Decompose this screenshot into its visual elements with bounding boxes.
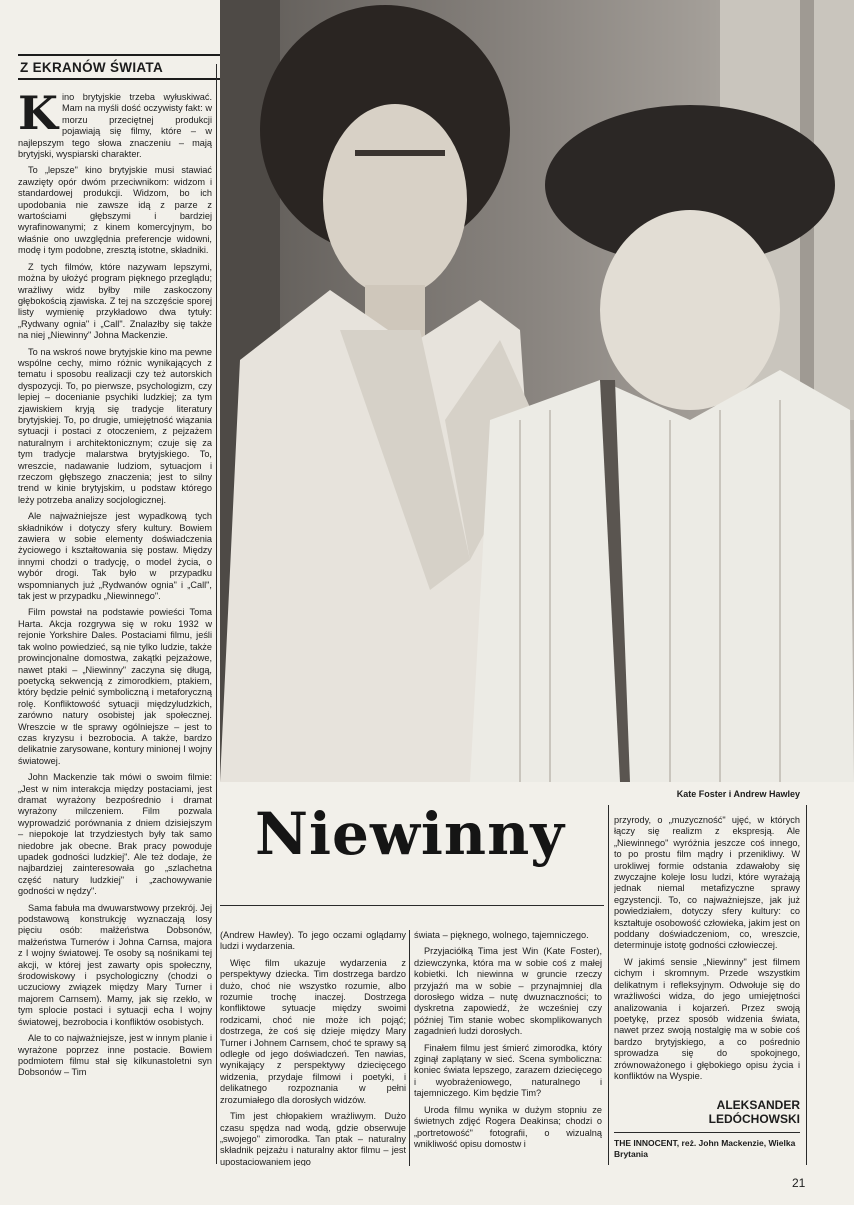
article-paragraph: (Andrew Hawley). To jego oczami oglądamy ludzi i wydarzenia. [220,930,406,952]
article-paragraph: świata – pięknego, wolnego, tajemniczego. [414,930,589,940]
article-column-1 [18,92,212,1164]
article-paragraph: Tim jest chłopakiem wrażliwym. Dużo czasu spędza nad wodą, gdzie obserwuje „swojego" zimorodka. Tan ptak – naturalny składnik pejzażu i naturalny aktor filmu – jest upostaciowaniem jego [220,1111,406,1166]
credits-rule [614,1132,800,1133]
article-column-4 [614,815,800,1085]
article-paragraph: Ale najważniejsze jest wypadkową tych składników i dotyczy sfery kultury. Bowiem zawiera w sobie elementy doświadczenia życiowego i kształtowania się postaw. Między innymi chodzi o tradycję, o model życia, o wybór drogi. Tak było w przypadku wspomnianych już „Rydwanów ognia" i „Call", tak jest w przypadku „Niewinnego". [18,511,212,602]
article-title: Niewinny [255,800,565,868]
column-divider [806,805,807,1165]
article-paragraph: To na wskroś nowe brytyjskie kino ma pewne wspólne cechy, mimo różnic wynikających z tematu i sposobu realizacji czy też autorskich dyspozycji. To, po pierwsze, psychologizm, czy lepiej – docenianie psychiki ludzkiej; za tym zjawiskiem kryją się tradycje literatury brytyjskiej. To, po drugie, umiejętność wiązania sytuacji i postaci z otoczeniem, z pejzażem naturalnym i architektonicznym; czuje się za tym tradycje malarstwa brytyjskiego. To, wreszcie, nadawanie ludziom, sytuacjom i rzeczom głębszego znaczenia; jest to silny trend w kinie brytyjskim, u podstaw którego leży potrzeba analizy socjologicznej. [18,346,212,505]
article-column-3 [414,930,602,1166]
section-header: Z EKRANÓW ŚWIATA [18,54,220,80]
film-credits: THE INNOCENT, reż. John Mackenzie, Wielka Brytania [614,1138,796,1159]
drop-cap: K [18,92,58,140]
article-paragraph: Sama fabuła ma dwuwarstwowy przekrój. Jej podstawową konstrukcję wyznaczają losy pięciu osób: małżeństwa Dobsonów, małżeństwa Turnerów i Johna Carnsa, majora z I wojny światowej. Te osoby są nośnikami tej akcji, w której jest zawarty opis społeczny, środowiskowy i psychologiczny (chodzi o uczuciowy związek między Mary Turner i majorem Carnsem). Mamy, jak się rzekło, w tym splocie postaci i sytuacji echa I wojny światowej, bezrobocia i konfliktów osobistych. [18,902,212,1027]
article-paragraph: Kino brytyjskie trzeba wyłuskiwać. Mam na myśli dość oczywisty fakt: w morzu przeciętnej produkcji pojawiają się filmy, które – w najlepszym tego słowa znaczeniu – mają brytyjski, wyspiarski charakter. [18,92,212,160]
column-divider [608,805,609,1165]
author-byline [614,1098,800,1126]
article-paragraph: Film powstał na podstawie powieści Toma Harta. Akcja rozgrywa się w roku 1932 w rejonie Yorkshire Dales. Postaciami filmu, jeśli tak wolno powiedzieć, są nie tylko ludzie, także prowincjonalne domostwa, zakątki pejzażowe, nawet ptaki – „Niewinny" zaczyna się długą, poetycką sekwencją z zimorodkiem, ptakiem, który będzie pełnić symboliczną i metaforyczną rolę. Konfliktowość sytuacji międzyludzkich, zarówno natury osobistej jak społecznej. Wreszcie w tle sprawy ogólniejsze – jest to czas kryzysu i bezrobocia. A także, bardzo delikatnie zarysowane, kontury minionej I wojny światowej. [18,607,212,766]
author-last-name: LEDÓCHOWSKI [708,1112,800,1126]
article-paragraph: Uroda filmu wynika w dużym stopniu ze świetnych zdjęć Rogera Deakinsa; chodzi o „portretowość" fotografii, o wizualną wnikliwość opisu domostw i [414,1104,602,1149]
column-divider [216,64,217,1164]
article-paragraph: Ale to co najważniejsze, jest w innym planie i wyrażone poprzez inne postacie. Bowiem podmiotem filmu stał się kilkunastoletni syn Dobsonów – Tim [18,1033,212,1078]
photo-caption: Kate Foster i Andrew Hawley [676,789,800,799]
article-paragraph: Finałem filmu jest śmierć zimorodka, który zginął zaplątany w sieć. Scena symboliczna: koniec świata lepszego, zarazem dziecięcego i wyobrażeniowego, naturalnego i tajemniczego. Kim będzie Tim? [414,1042,602,1099]
article-paragraph: Przyjaciółką Tima jest Win (Kate Foster), dziewczynka, która ma w sobie coś z małej kobietki. Ich niewinna w gruncie rzeczy przyjaźń ma w sobie – przynajmniej dla dorosłego widza – nutę dwuznaczności; to dyskretna zapowiedź, że wcześniej czy później Tim stanie wobec skomplikowanych zagadnień ludzi dorosłych. [414,946,602,1037]
column-divider [409,930,410,1166]
article-paragraph: John Mackenzie tak mówi o swoim filmie: „Jest w nim interakcja między postaciami, jest dramat wyrażony bezpośrednio i dramat wyrażony milczeniem. Film pozwala wyprowadzić porównania z dniem dzisiejszym – niepokoje lat trzydziestych były tak samo niedobre jak obecne. Brak pracy powoduje upadek godności ludzkiej". Ale też dodaje, że najbardziej zainteresowała go „szlachetna część natury ludzkiej" i „zachowywanie godności w nędzy". [18,772,212,897]
article-paragraph: Z tych filmów, które nazywam lepszymi, można by ułożyć program pięknego przeglądu; wrażliwy widz byłby mile zaskoczony głębokością zjawiska. Z tej na szczęście sporej listy wymienię przykładowo dwa tytuły: „Rydwany ognia" i „Call". Znalazłby się także na niej „Niewinny" Johna Mackenzie. [18,261,212,341]
article-column-2 [220,930,406,1166]
article-paragraph: Więc film ukazuje wydarzenia z perspektywy dziecka. Tim dostrzega bardzo dużo, choć nie wszystko rozumie, albo rozumie trochę inaczej. Dostrzega konfliktowe sytuacje między swoimi rodzicami, choć nie może ich pojąć; dostrzega, że coś się dzieje między Mary Turner i Johnem Carnsem, choć te sprawy są odległe od jego doświadczeń. Ten nawias, wynikający z perspektywy dziecięcego widzenia, przydaje filmowi i poetyki, i delikatnego rozpoznania w pełni zrozumiałego dla dorosłych widzów. [220,957,406,1105]
title-underline [220,905,604,906]
author-first-name: ALEKSANDER [716,1098,800,1112]
article-paragraph: W jakimś sensie „Niewinny" jest filmem cichym i skromnym. Przede wszystkim delikatnym i refleksyjnym. Odwołuje się do wrażliwości widza, do jego umiejętności analizowania i kojarzeń. Przez swoją poetykę, przez sposób widzenia świata, nawet przez swoją nostalgię ma w sobie coś bardzo brytyjskiego, a co pośrednio sprowadza się do spokojnego, zrównoważonego i głębokiego opisu życia i konfliktów na Wyspie. [614,956,800,1081]
article-paragraph: To „lepsze" kino brytyjskie musi stawiać zawzięty opór dwóm przeciwnikom: widzom i standardowej produkcji. Widzom, bo ich upodobania nie zawsze idą z parze z wartościami głębszymi i bardziej wyrafinowanymi; z kinem komercyjnym, bo właśnie ono uwzględnia preferencje widowni, modę i tym podobne, zresztą istotne, składniki. [18,165,212,256]
article-paragraph: przyrody, o „muzyczność" ujęć, w których łączy się realizm z ekspresją. Ale „Niewinnego" wyróżnia jeszcze coś innego, to po prostu film mądry i przenikliwy. W urokliwej formie odstania zdawałoby się zwyczajne koleje losu ludzi, które wyrażają jednak niemal metafizyczne sprawy egzystencji. To, co najważniejsze, jak już powiedziałem, dotyczy sfery kultury: co kształtuje osobowość człowieka, jakim jest on poddany doświadczeniom, co, wreszcie, determinuje istotę godności człowieczej. [614,815,800,951]
page-number: 21 [792,1176,806,1190]
film-still-photo [220,0,854,782]
